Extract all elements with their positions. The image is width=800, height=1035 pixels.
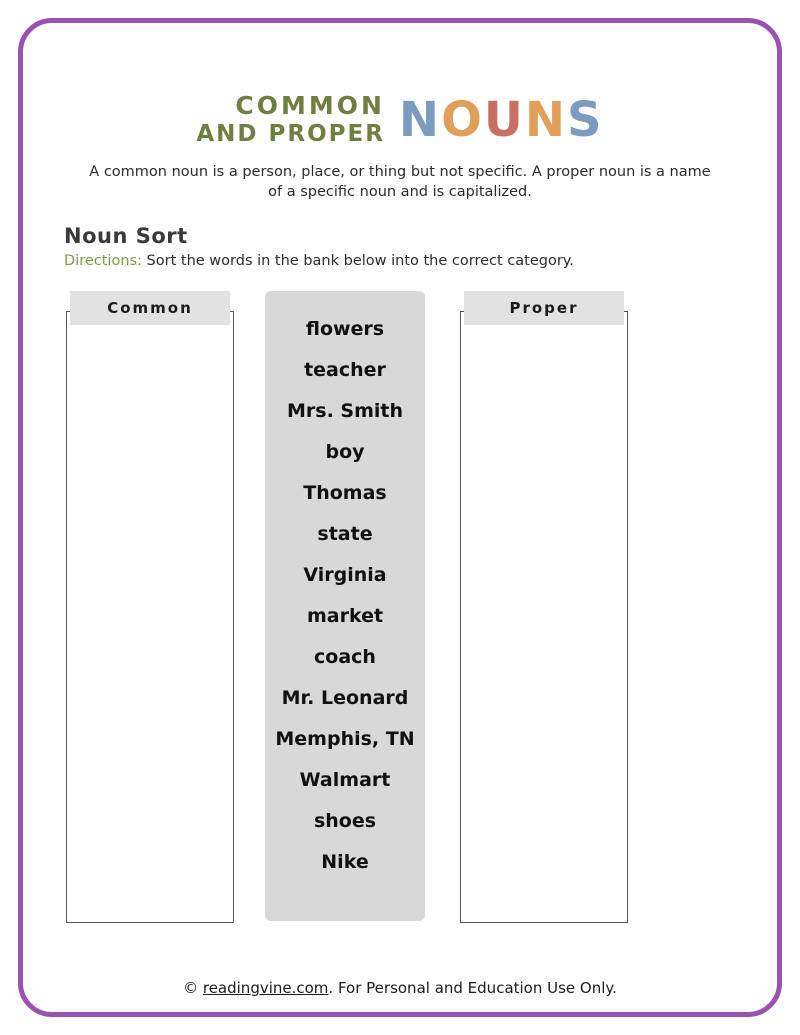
word-bank-item[interactable]: boy [325,441,365,464]
word-bank-item[interactable]: flowers [305,318,385,341]
title-letter-o: O [441,91,484,148]
word-bank-item[interactable]: state [317,523,373,546]
word-bank-item[interactable]: Mrs. Smith [286,400,404,423]
proper-answer-box[interactable] [460,311,628,923]
word-bank-item[interactable]: Virginia [303,564,387,587]
directions-label: Directions: [64,253,142,270]
word-bank-item[interactable]: Nike [321,851,369,874]
worksheet-title [60,92,740,147]
worksheet-content [60,70,740,921]
word-bank-item[interactable]: Thomas [303,482,387,505]
footer-site-link[interactable]: readingvine.com [202,979,329,997]
title-line-1: COMMON [235,91,385,120]
footer-rest: . For Personal and Education Use Only. [328,979,617,997]
title-nouns-word [398,91,604,148]
common-column-header: Common [70,291,230,325]
title-letter-n: N [398,91,442,148]
directions-line [64,253,740,269]
intro-paragraph: A common noun is a person, place, or thing but not specific. A proper noun is a name of a specific noun and is capitalized. [89,164,711,200]
footer-credit [0,979,800,997]
word-bank-item[interactable]: Walmart [299,769,391,792]
sort-area [60,291,740,921]
title-line-2: AND PROPER [196,120,385,147]
section-heading: Noun Sort [64,224,188,249]
word-bank-item[interactable]: market [306,605,384,628]
word-bank-item[interactable]: shoes [313,810,377,833]
directions-text: Sort the words in the bank below into the correct category. [141,253,574,270]
footer-copyright: © [183,979,203,997]
title-left-block [196,92,385,147]
title-letter-s: S [567,91,604,148]
word-bank-item[interactable]: coach [314,646,376,669]
word-bank [265,291,425,921]
word-bank-item[interactable]: Mr. Leonard [281,687,409,710]
title-letter-n2: N [524,91,568,148]
proper-column-header: Proper [464,291,624,325]
title-letter-u: U [483,91,525,148]
common-answer-box[interactable] [66,311,234,923]
word-bank-item[interactable]: teacher [304,359,386,382]
word-bank-item[interactable]: Memphis, TN [275,728,415,751]
